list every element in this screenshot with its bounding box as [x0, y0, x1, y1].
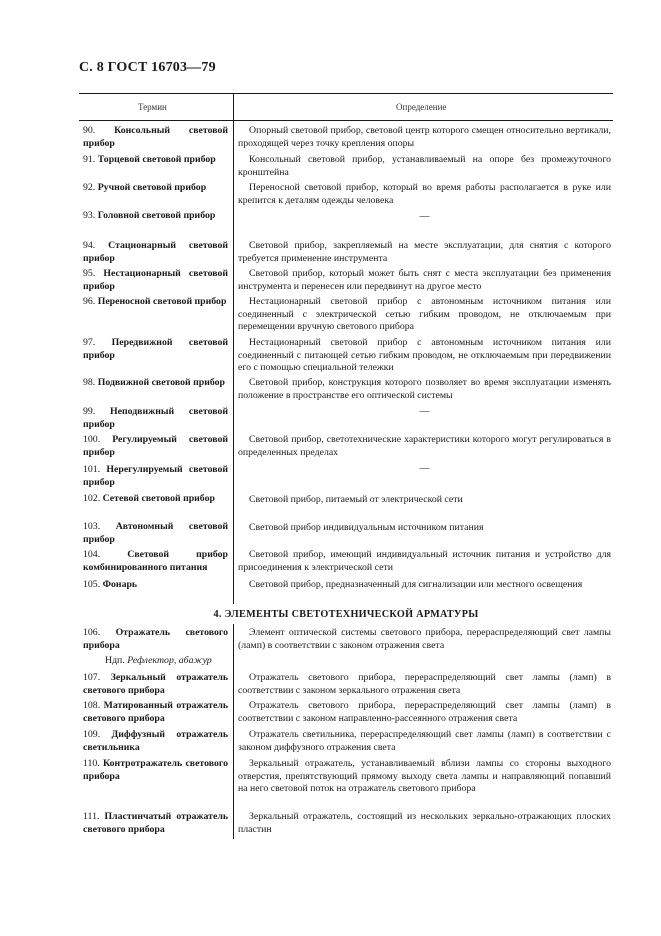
term-104: 104. Световой прибор комбинированного питания — [83, 549, 229, 573]
term-102: 102. Сетевой световой прибор — [83, 493, 215, 504]
definition-111: Зеркальный отражатель, состоящий из нескольких зеркально-отражающих плоских пластин — [238, 811, 611, 835]
definition-95: Световой прибор, который может быть снят с места эксплуатации без применения инструмента и перенесен или передвинут на другое место — [238, 268, 611, 292]
definition-92: Переносной световой прибор, который во время работы располагается в руке или крепится к деталям одежды человека — [238, 182, 611, 206]
term-93: 93. Головной световой прибор — [83, 210, 216, 221]
definition-102: Световой прибор, питаемый от электрической сети — [249, 494, 463, 505]
term-90: 90. Консольный световой прибор — [83, 125, 229, 149]
deprecated-synonyms: Ндп. Рефлектор, абажур — [105, 655, 212, 666]
definition-96: Нестационарный световой прибор с автономным источником питания или соединенный с электрической сетью гибким проводом, не отключаемым при перемещении вручную светового прибора — [238, 296, 611, 333]
term-96: 96. Переносной световой прибор — [83, 296, 227, 307]
definition-91: Консольный световой прибор, устанавливаемый на опоре без промежуточного кронштейна — [238, 154, 611, 178]
definition-93: — — [419, 211, 430, 222]
definition-103: Световой прибор индивидуальным источником питания — [249, 522, 484, 533]
term-103: 103. Автономный световой прибор — [83, 521, 229, 545]
column-divider-section-4 — [233, 624, 234, 839]
term-107: 107. Зеркальный отражатель светового прибора — [83, 672, 228, 696]
definition-97: Нестационарный световой прибор с автономным источником питания или соединенный с питающей сетью гибким проводом, не отключаемым при передвижении его с помощью специальной тележки — [238, 337, 611, 374]
term-101: 101. Нерегулируемый световой прибор — [83, 464, 228, 488]
term-91: 91. Торцевой световой прибор — [83, 154, 216, 165]
term-99: 99. Неподвижный световой прибор — [83, 406, 228, 430]
definition-110: Зеркальный отражатель, устанавливаемый вблизи лампы со стороны выходного отверстия, препятствующий прямому выходу света лампы и направляющий попавший на него световой поток на отражатель светового прибора — [238, 758, 611, 795]
definition-106: Элемент оптической системы светового прибора, перераспределяющий свет лампы (ламп) в соответствии с законом отражения света — [238, 627, 611, 651]
term-100: 100. Регулируемый световой прибор — [83, 434, 228, 458]
term-94: 94. Стационарный световой прибор — [83, 240, 229, 264]
term-95: 95. Нестационарный световой прибор — [83, 268, 228, 292]
definition-104: Световой прибор, имеющий индивидуальный источник питания и устройство для присоединения к электрической сети — [238, 549, 611, 573]
term-97: 97. Передвижной световой прибор — [83, 337, 228, 361]
term-92: 92. Ручной световой прибор — [83, 182, 207, 193]
term-98: 98. Подвижной световой прибор — [83, 377, 225, 388]
definition-98: Световой прибор, конструкция которого позволяет во время эксплуатации изменять положение в пространстве его оптической системы — [238, 377, 611, 401]
definition-94: Световой прибор, закрепляемый на месте эксплуатации, для снятия с которого требуется применение инструмента — [238, 240, 611, 264]
definition-101: — — [419, 463, 430, 474]
term-110: 110. Контротражатель светового прибора — [83, 758, 228, 782]
term-109: 109. Диффузный отражатель светильника — [83, 729, 229, 753]
column-header-term: Термин — [138, 102, 167, 112]
definition-90: Опорный световой прибор, световой центр которого смещен относительно вертикали, проходящей через точку крепления опоры — [238, 125, 611, 149]
term-108: 108. Матированный отражатель светового прибора — [83, 700, 229, 724]
section-heading: 4. ЭЛЕМЕНТЫ СВЕТОТЕХНИЧЕСКОЙ АРМАТУРЫ — [213, 609, 479, 620]
column-header-definition: Определение — [396, 102, 447, 112]
definition-109: Отражатель светильника, перераспределяющий свет лампы (ламп) в соответствии с законом диффузного отражения света — [238, 729, 611, 753]
table-top-rule — [79, 93, 613, 94]
definition-107: Отражатель светового прибора, перераспределяющий свет лампы (ламп) в соответствии с законом зеркального отражения света — [238, 672, 611, 696]
definition-105: Световой прибор, предназначенный для сигнализации или местного освещения — [249, 579, 583, 590]
page-title: С. 8 ГОСТ 16703—79 — [79, 60, 216, 75]
term-106: 106. Отражатель светового прибора — [83, 627, 228, 651]
table-header-rule — [79, 120, 613, 121]
term-111: 111. Пластинчатый отражатель светового прибора — [83, 811, 229, 835]
column-divider — [233, 93, 234, 604]
definition-100: Световой прибор, светотехнические характеристики которого могут регулироваться в определенных пределах — [238, 434, 611, 458]
term-105: 105. Фонарь — [83, 579, 138, 590]
definition-108: Отражатель светового прибора, перераспределяющий свет лампы (ламп) в соответствии с законом направленно-рассеянного отражения света — [238, 700, 611, 724]
definition-99: — — [419, 406, 430, 417]
